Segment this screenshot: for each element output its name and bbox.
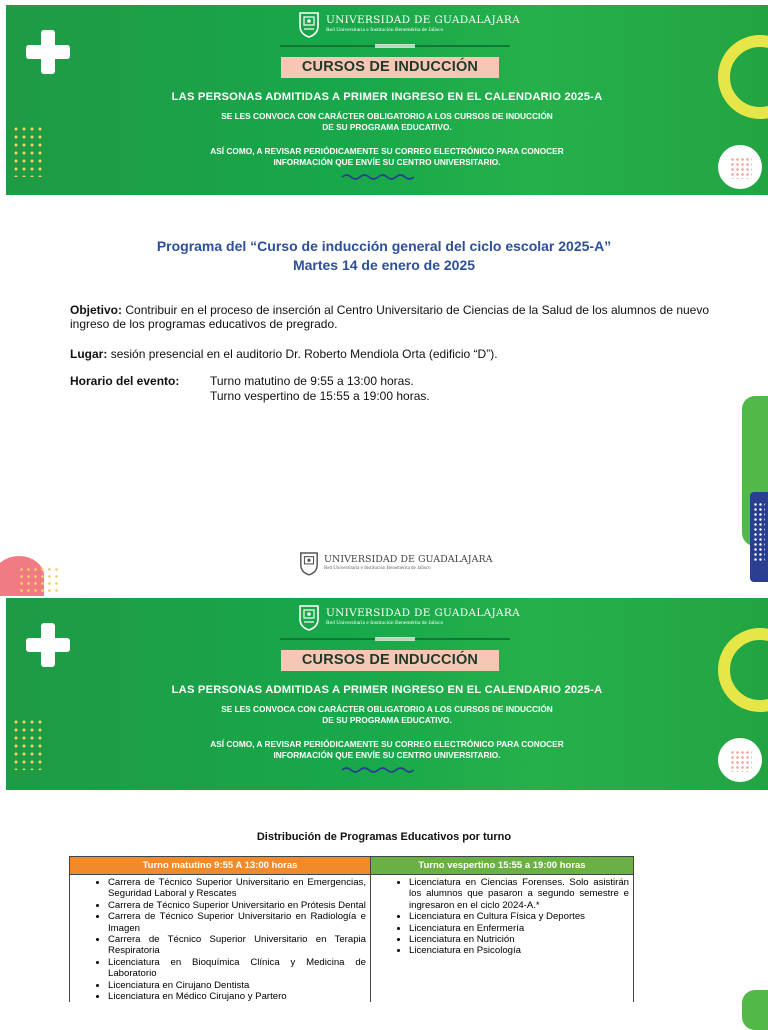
objective-paragraph: [70, 303, 710, 331]
university-logo: [298, 601, 520, 633]
objective-text: Contribuir en el proceso de inserción al Centro Universitario de Ciencias de la Salud de los alumnos de nuevo ingreso de los programas educativos de pregrado.: [70, 303, 710, 331]
banner-sub-line: INFORMACIÓN QUE ENVÍE SU CENTRO UNIVERSITARIO.: [273, 750, 501, 760]
banner-divider: [280, 638, 510, 640]
program-list-item: • Carrera de Técnico Superior Universitario en Terapia Respiratoria: [108, 934, 366, 957]
program-list-item: • Licenciatura en Psicología: [409, 945, 629, 956]
program-list-item: • Carrera de Técnico Superior Universitario en Prótesis Dental: [108, 900, 366, 911]
program-list-item: • Licenciatura en Cultura Física y Deportes: [409, 911, 629, 922]
location-label: Lugar:: [70, 347, 108, 361]
location-text: sesión presencial en el auditorio Dr. Roberto Mendiola Orta (edificio “D”).: [110, 347, 498, 361]
plus-icon: [26, 30, 70, 74]
blue-bar-decoration: [750, 492, 768, 582]
schedule-morning: Turno matutino de 9:55 a 13:00 horas.: [210, 374, 414, 388]
induction-banner: [6, 5, 768, 195]
footer-university-subtitle: Red Universitaria e Institución Benemérita de Jalisco: [324, 566, 431, 572]
banner-sub-line: SE LES CONVOCA CON CARÁCTER OBLIGATORIO A LOS CURSOS DE INDUCCIÓN: [221, 111, 553, 121]
objective-label: Objetivo:: [70, 303, 123, 317]
university-subtitle: Red Universitaria e Institución Benemérita de Jalisco: [326, 26, 444, 33]
program-title: Programa del “Curso de inducción general del ciclo escolar 2025-A”: [156, 238, 612, 254]
banner-sub-line: DE SU PROGRAMA EDUCATIVO.: [322, 122, 452, 132]
banner-sub-line: INFORMACIÓN QUE ENVÍE SU CENTRO UNIVERSITARIO.: [273, 157, 501, 167]
yellow-ring-decoration: [718, 628, 768, 712]
university-seal-icon: [298, 10, 320, 38]
schedule-label: Horario del evento:: [70, 374, 180, 388]
induction-banner: [6, 598, 768, 790]
evening-programs-cell: [371, 875, 634, 1003]
banner-sub-line: DE SU PROGRAMA EDUCATIVO.: [322, 715, 452, 725]
course-title: CURSOS DE INDUCCIÓN: [281, 650, 499, 671]
banner-sub-line: ASÍ COMO, A REVISAR PERIÓDICAMENTE SU CORREO ELECTRÓNICO PARA CONOCER: [210, 146, 564, 156]
distribution-table: [69, 856, 634, 1002]
university-logo: [298, 8, 520, 40]
course-title: CURSOS DE INDUCCIÓN: [281, 57, 499, 78]
program-list-item: • Carrera de Técnico Superior Universitario en Radiología e Imagen: [108, 911, 366, 934]
banner-sub-line: ASÍ COMO, A REVISAR PERIÓDICAMENTE SU CORREO ELECTRÓNICO PARA CONOCER: [210, 739, 564, 749]
university-seal-icon: [299, 550, 319, 576]
program-list-item: • Licenciatura en Bioquímica Clínica y Medicina de Laboratorio: [108, 957, 366, 980]
university-name: UNIVERSIDAD DE GUADALAJARA: [326, 607, 520, 619]
footer-university-logo: [299, 550, 492, 576]
program-list-item: • Licenciatura en Cirujano Dentista: [108, 980, 366, 991]
banner-sub-line: SE LES CONVOCA CON CARÁCTER OBLIGATORIO A LOS CURSOS DE INDUCCIÓN: [221, 704, 553, 714]
program-date: Martes 14 de enero de 2025: [292, 257, 476, 273]
university-name: UNIVERSIDAD DE GUADALAJARA: [326, 14, 520, 26]
schedule-evening: Turno vespertino de 15:55 a 19:00 horas.: [210, 389, 430, 403]
banner-main-line: LAS PERSONAS ADMITIDAS A PRIMER INGRESO EN EL CALENDARIO 2025-A: [171, 91, 603, 103]
banner-main-line: LAS PERSONAS ADMITIDAS A PRIMER INGRESO EN EL CALENDARIO 2025-A: [171, 684, 603, 696]
plus-icon: [26, 623, 70, 667]
location-paragraph: [70, 347, 710, 361]
yellow-ring-decoration: [718, 35, 768, 119]
footer-university-name: UNIVERSIDAD DE GUADALAJARA: [324, 553, 493, 565]
green-bar-decoration: [742, 990, 768, 1030]
banner-divider: [280, 45, 510, 47]
program-list-item: • Licenciatura en Ciencias Forenses. Solo asistirán los alumnos que pasaron a segundo semestre e ingresaron en el ciclo 2024-A.*: [409, 877, 629, 911]
distribution-title: Distribución de Programas Educativos por turno: [256, 831, 512, 843]
program-list-item: • Carrera de Técnico Superior Universitario en Emergencias, Seguridad Laboral y Rescates: [108, 877, 366, 900]
morning-programs-cell: [70, 875, 371, 1003]
morning-shift-header: Turno matutino 9:55 A 13:00 horas: [70, 857, 371, 875]
university-subtitle: Red Universitaria e Institución Benemérita de Jalisco: [326, 619, 444, 626]
program-list-item: • Licenciatura en Enfermería: [409, 923, 629, 934]
wave-decoration: [342, 173, 414, 181]
program-list-item: • Licenciatura en Médico Cirujano y Partero: [108, 991, 366, 1002]
wave-decoration: [342, 766, 414, 774]
evening-shift-header: Turno vespertino 15:55 a 19:00 horas: [371, 857, 634, 875]
dots-pattern: [18, 566, 62, 594]
university-seal-icon: [298, 603, 320, 631]
program-list-item: • Licenciatura en Nutrición: [409, 934, 629, 945]
